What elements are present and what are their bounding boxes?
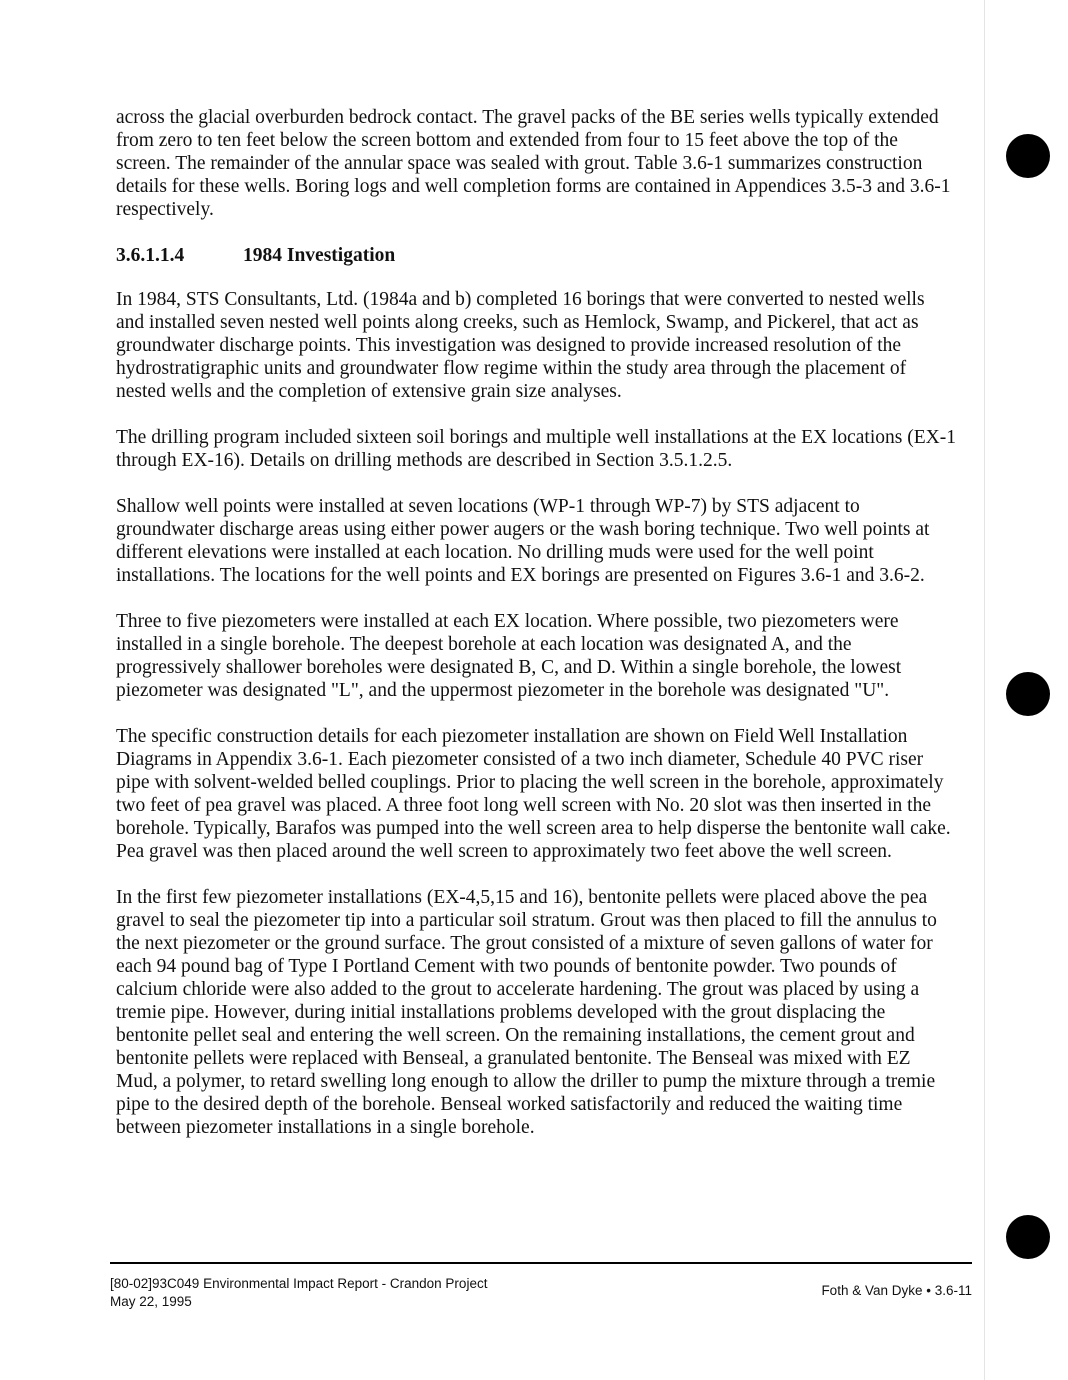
binder-hole-top: [1006, 134, 1050, 178]
document-body: [116, 106, 956, 1162]
paragraph-construction-details: The specific construction details for each piezometer installation are shown on Field Well Installation Diagrams in Appendix 3.6-1. Each piezometer consisted of a two inch diameter, Schedule 40 PVC riser pipe with solvent-welded belled couplings. Prior to placing the well screen in the borehole, approximately two feet of pea gravel was placed. A three foot long well screen with No. 20 slot was then inserted in the borehole. Typically, Barafos was pumped into the well screen area to help disperse the bentonite wall cake. Pea gravel was then placed around the well screen to approximately two feet above the well screen.: [116, 726, 951, 862]
paragraph-grout-installation: In the first few piezometer installations (EX-4,5,15 and 16), bentonite pellets were placed above the pea gravel to seal the piezometer tip into a particular soil stratum. Grout was then placed to fill the annulus to the next piezometer or the ground surface. The grout consisted of a mixture of seven gallons of water for each 94 pound bag of Type I Portland Cement with two pounds of bentonite powder. Two pounds of calcium chloride were also added to the grout to accelerate hardening. The grout was placed by using a tremie pipe. However, during initial installations problems developed with the grout displacing the bentonite pellet seal and entering the well screen. On the remaining installations, the cement grout and bentonite pellets were replaced with Benseal, a granulated bentonite. The Benseal was mixed with EZ Mud, a polymer, to retard swelling long enough to allow the driller to pump the mixture through a tremie pipe to the desired depth of the borehole. Benseal worked satisfactorily and reduced the waiting time between piezometer installations in a single borehole.: [116, 887, 937, 1138]
footer-date: May 22, 1995: [110, 1294, 192, 1309]
paragraph-piezometer-designation: Three to five piezometers were installed at each EX location. Where possible, two piezometers were installed in a single borehole. The deepest borehole at each location was designated A, and the progressively shallower boreholes were designated B, C, and D. Within a single borehole, the lowest piezometer was designated "L", and the uppermost piezometer in the borehole was designated "U".: [116, 611, 902, 701]
section-title: 1984 Investigation: [243, 245, 396, 266]
binder-hole-middle: [1006, 672, 1050, 716]
paragraph-shallow-well-points: Shallow well points were installed at seven locations (WP-1 through WP-7) by STS adjacent to groundwater discharge areas using either power augers or the wash boring technique. Two well points at different elevations were installed at each location. No drilling muds were used for the well point installations. The locations for the well points and EX borings are presented on Figures 3.6-1 and 3.6-2.: [116, 496, 930, 586]
page-edge-line: [984, 0, 985, 1380]
binder-hole-bottom: [1006, 1215, 1050, 1259]
footer-page-ref: Foth & Van Dyke • 3.6-11: [821, 1283, 972, 1298]
footer-doc-id: [80-02]93C049 Environmental Impact Report - Crandon Project: [110, 1276, 488, 1291]
section-heading: [116, 244, 956, 267]
paragraph-drilling-program: The drilling program included sixteen soil borings and multiple well installations at the EX locations (EX-1 through EX-16). Details on drilling methods are described in Section 3.5.1.2.5.: [116, 427, 956, 471]
section-number: 3.6.1.1.4: [116, 245, 185, 266]
paragraph-sts-investigation: In 1984, STS Consultants, Ltd. (1984a and b) completed 16 borings that were converted to nested wells and installed seven nested well points along creeks, such as Hemlock, Swamp, and Pickerel, that act as groundwater discharge points. This investigation was designed to provide increased resolution of the hydrostratigraphic units and groundwater flow regime within the study area through the placement of nested wells and the completion of extensive grain size analyses.: [116, 289, 925, 402]
footer-rule: [110, 1262, 972, 1264]
intro-paragraph: across the glacial overburden bedrock contact. The gravel packs of the BE series wells typically extended from zero to ten feet below the screen bottom and extended from four to 15 feet above the top of the screen. The remainder of the annular space was sealed with grout. Table 3.6-1 summarizes construction details for these wells. Boring logs and well completion forms are contained in Appendices 3.5-3 and 3.6-1 respectively.: [116, 107, 951, 220]
footer-left: [110, 1275, 487, 1311]
